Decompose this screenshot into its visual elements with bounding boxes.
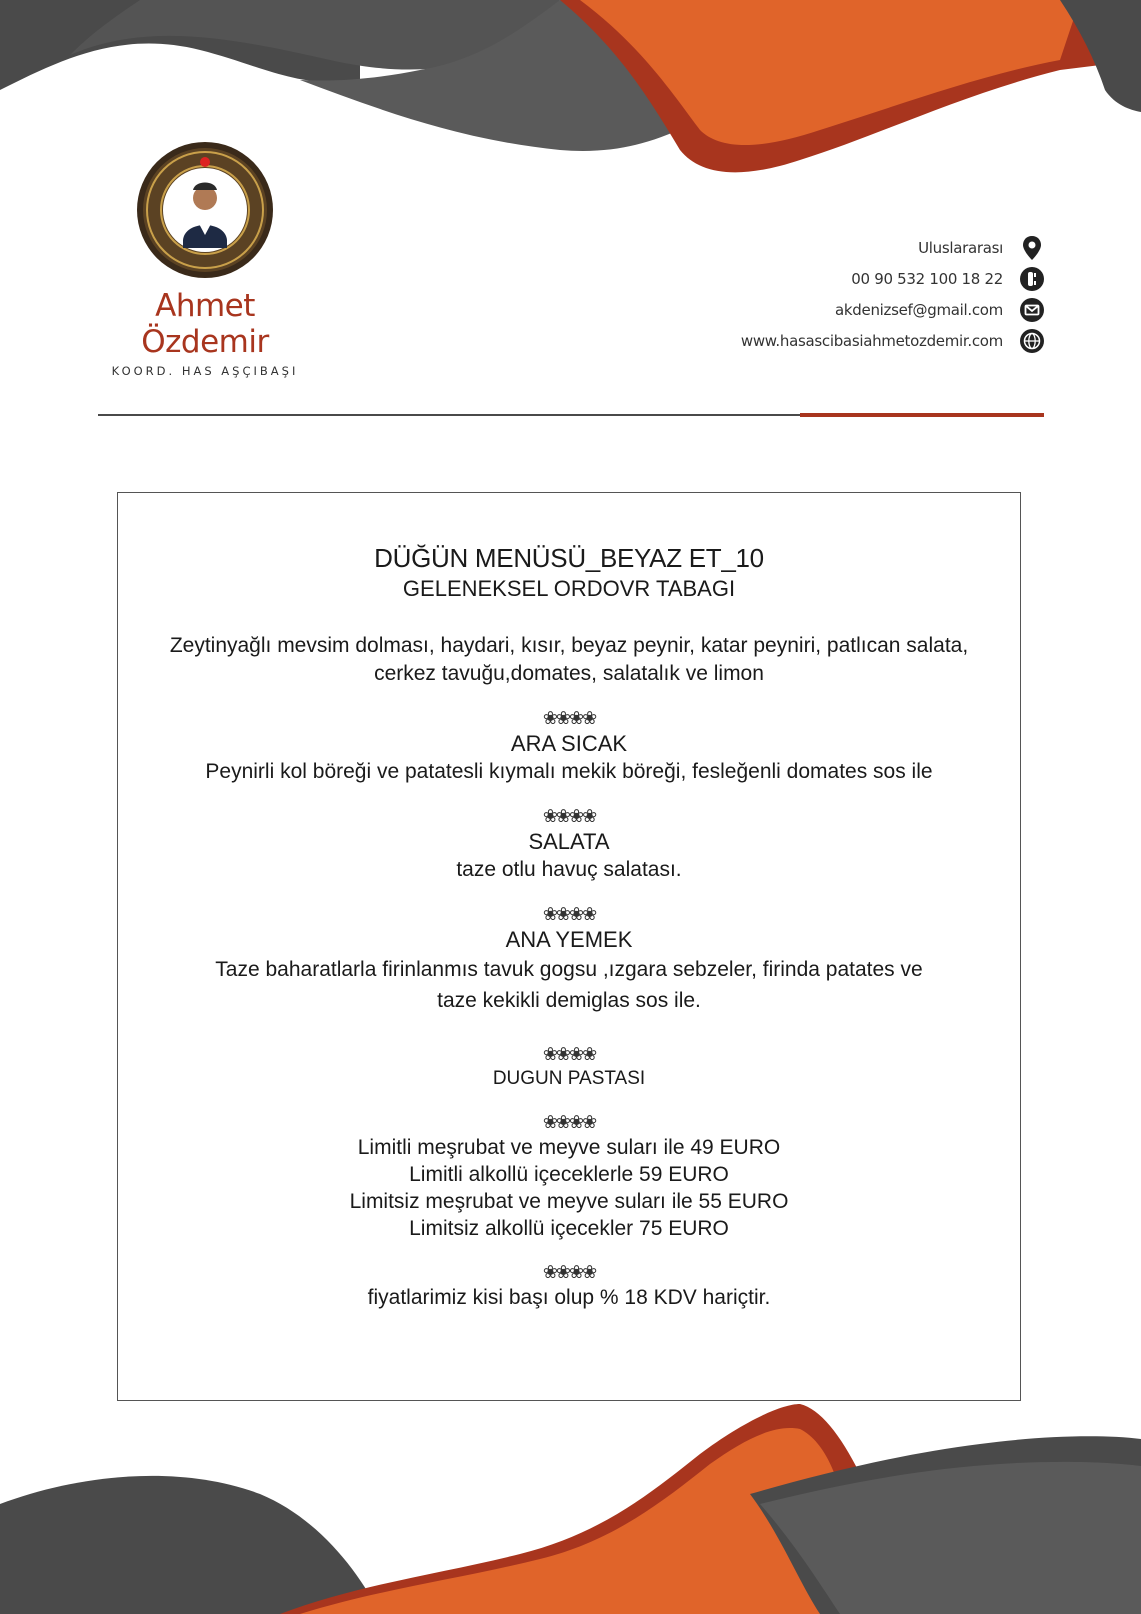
brand-logo — [90, 140, 320, 378]
menu-card — [117, 492, 1021, 1401]
salata-heading: SALATA — [528, 829, 610, 854]
phone-icon — [1019, 266, 1045, 292]
price-note: fiyatlarimiz kisi başı olup % 18 KDV hariçtir. — [367, 1286, 771, 1309]
brand-name: Ahmet Özdemir — [141, 288, 269, 360]
ana-yemek-line-1: Taze baharatlarla firinlanmıs tavuk gogsu ,ızgara sebzeler, firinda patates ve — [215, 958, 923, 981]
contact-row-email — [625, 294, 1045, 325]
phone-text[interactable]: 00 90 532 100 18 22 — [851, 269, 1003, 288]
location-text: Uluslararası — [918, 238, 1003, 257]
divider-red-segment — [800, 413, 1044, 417]
flower-separator: ❀❀❀❀ — [542, 806, 596, 827]
ana-yemek-line-2: taze kekikli demiglas sos ile. — [437, 989, 701, 1012]
mail-icon — [1019, 297, 1045, 323]
flower-separator: ❀❀❀❀ — [542, 708, 596, 729]
price-line: Limitsiz alkollü içecekler 75 EURO — [409, 1217, 729, 1240]
header-divider — [98, 413, 1044, 417]
chef-seal-emblem — [135, 140, 275, 280]
flower-separator: ❀❀❀❀ — [542, 1044, 596, 1065]
location-pin-icon — [1019, 235, 1045, 261]
salata-text: taze otlu havuç salatası. — [456, 858, 682, 881]
flower-separator: ❀❀❀❀ — [542, 904, 596, 925]
price-line: Limitsiz meşrubat ve meyve suları ile 55 EURO — [349, 1190, 789, 1213]
brand-title: KOORD. HAS AŞÇIBAŞI — [111, 364, 299, 378]
divider-dark-segment — [98, 414, 808, 416]
ordovr-line-1: Zeytinyağlı mevsim dolması, haydari, kısır, beyaz peynir, katar peyniri, patlıcan salata, — [169, 634, 969, 657]
menu-title: DÜĞÜN MENÜSÜ_BEYAZ ET_10 — [374, 543, 764, 573]
price-line: Limitli meşrubat ve meyve suları ile 49 EURO — [357, 1136, 781, 1159]
contact-row-website — [625, 325, 1045, 356]
email-text[interactable]: akdenizsef@gmail.com — [835, 300, 1003, 319]
price-line: Limitli alkollü içeceklerle 59 EURO — [409, 1163, 729, 1186]
contact-row-location — [625, 232, 1045, 263]
globe-icon — [1019, 328, 1045, 354]
bottom-wave-decoration — [0, 1384, 1141, 1614]
menu-subtitle: GELENEKSEL ORDOVR TABAGI — [402, 576, 736, 601]
ara-sicak-heading: ARA SICAK — [510, 731, 628, 756]
ordovr-line-2: cerkez tavuğu,domates, salatalık ve limon — [374, 662, 764, 685]
flower-separator: ❀❀❀❀ — [542, 1112, 596, 1133]
ara-sicak-text: Peynirli kol böreği ve patatesli kıymalı mekik böreği, fesleğenli domates sos ile — [205, 760, 933, 783]
ana-yemek-heading: ANA YEMEK — [505, 927, 633, 952]
contact-info — [625, 232, 1045, 356]
flower-separator: ❀❀❀❀ — [542, 1262, 596, 1283]
pasta-heading: DUGUN PASTASI — [492, 1068, 646, 1089]
website-text[interactable]: www.hasascibasiahmetozdemir.com — [740, 331, 1003, 350]
contact-row-phone — [625, 263, 1045, 294]
